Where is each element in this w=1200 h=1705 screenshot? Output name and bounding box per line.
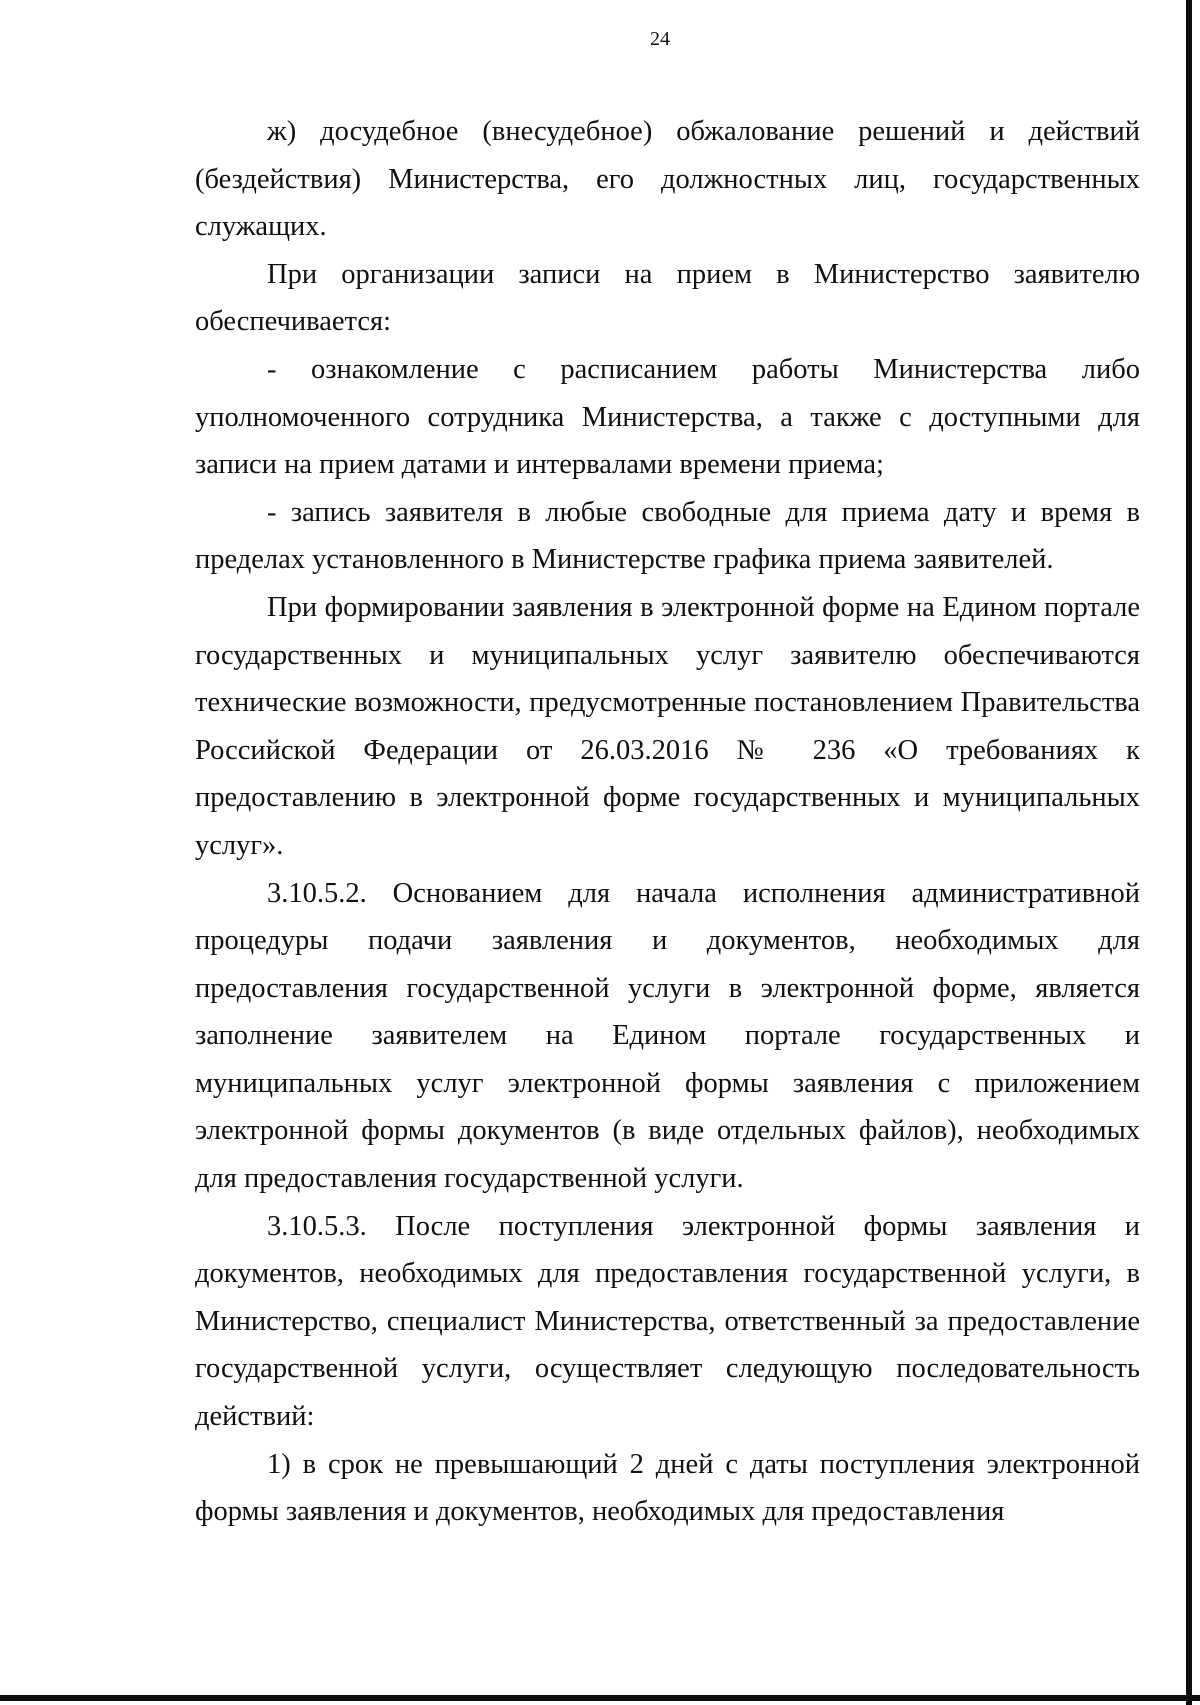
paragraph-booking-item: - запись заявителя в любые свободные для приема дату и время в пределах установленного в Министерстве графика приема заявителей. xyxy=(195,496,1140,576)
paragraph-schedule-item: - ознакомление с расписанием работы Министерства либо уполномоченного сотрудника Министерства, а также с доступными для записи на прием датами и интервалами времени приема; xyxy=(195,353,1140,481)
scan-edge-bottom xyxy=(0,1695,1200,1701)
paragraph-appointment-intro: При организации записи на прием в Министерство заявителю обеспечивается: xyxy=(195,258,1140,338)
paragraph-list-item-1: 1) в срок не превышающий 2 дней с даты поступления электронной формы заявления и документов, необходимых для предоставления xyxy=(195,1448,1140,1528)
document-body xyxy=(195,108,1140,1536)
paragraph-3-10-5-3: 3.10.5.3. После поступления электронной формы заявления и документов, необходимых для предоставления государственной услуги, в Министерство, специалист Министерства, ответственный за предоставление государственной услуги, осуществляет следующую последовательность действий: xyxy=(195,1210,1140,1433)
paragraph-appeal: ж) досудебное (внесудебное) обжалование решений и действий (бездействия) Министерства, его должностных лиц, государственных служащих. xyxy=(195,116,1140,243)
scan-edge-right xyxy=(1186,0,1192,1705)
paragraph-portal-form: При формировании заявления в электронной форме на Едином портале государственных и муниципальных услуг заявителю обеспечиваются технические возможности, предусмотренные постановлением Правительства Российской Федерации от 26.03.2016 № 236 «О требованиях к предоставлению в электронной форме государственных и муниципальных услуг». xyxy=(195,591,1140,861)
paragraph-3-10-5-2: 3.10.5.2. Основанием для начала исполнения административной процедуры подачи заявления и документов, необходимых для предоставления государственной услуги в электронной форме, является заполнение заявителем на Едином портале государственных и муниципальных услуг электронной формы заявления с приложением электронной формы документов (в виде отдельных файлов), необходимых для предоставления государственной услуги. xyxy=(195,877,1140,1195)
page-number: 24 xyxy=(650,28,670,50)
